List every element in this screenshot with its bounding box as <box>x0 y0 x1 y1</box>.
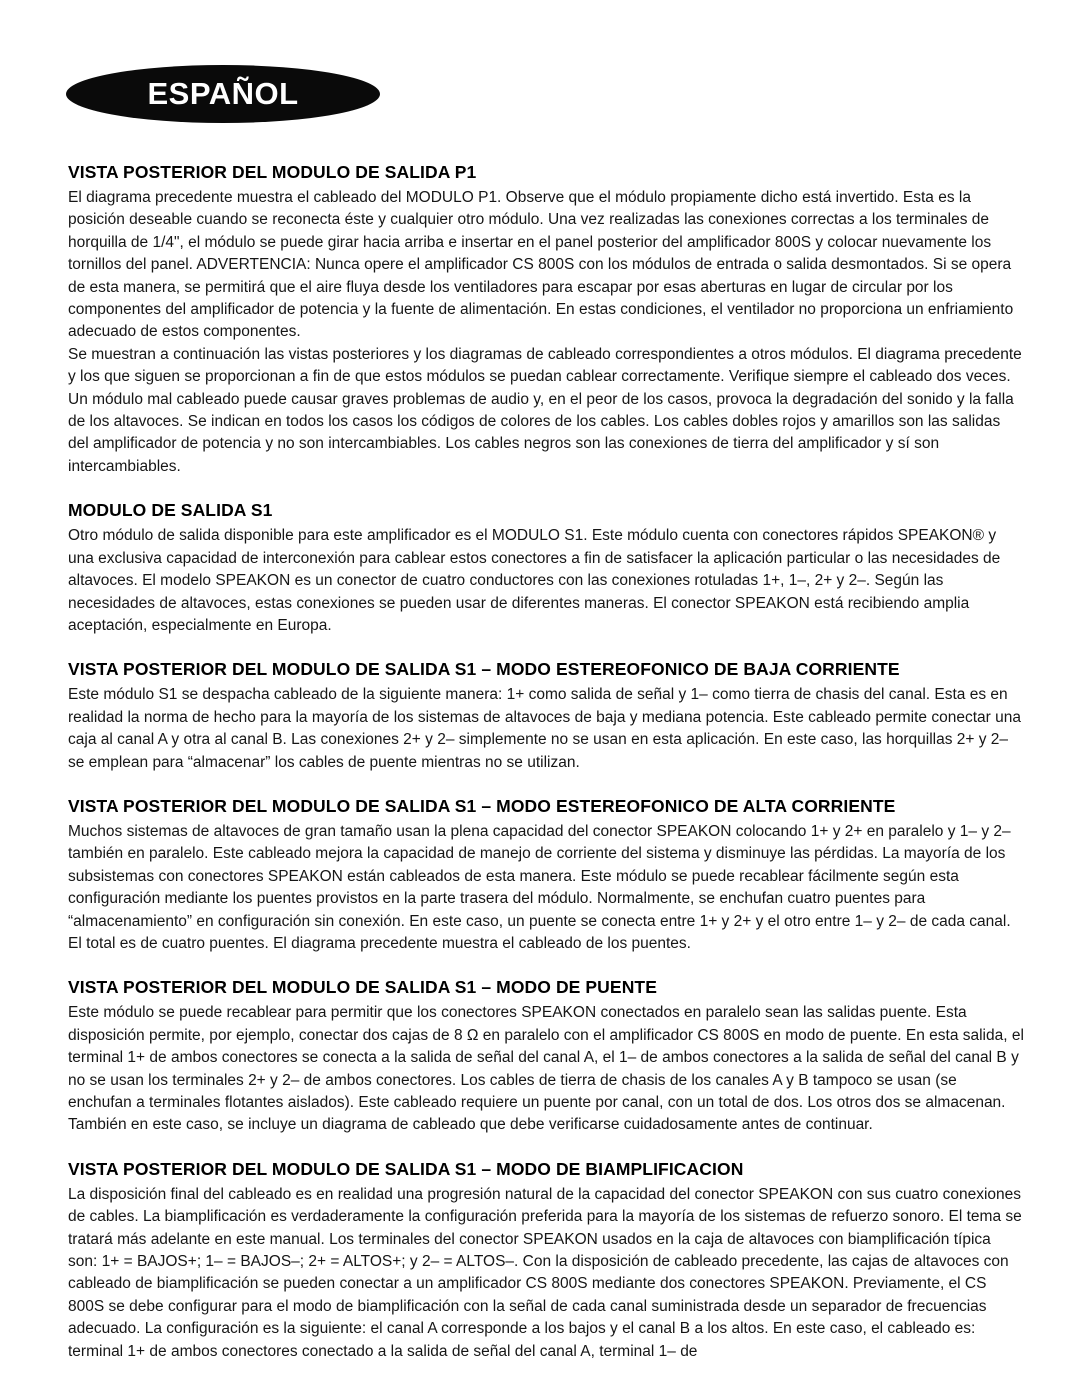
section-vista-posterior-p1 <box>68 160 1024 478</box>
section-heading: MODULO DE SALIDA S1 <box>68 500 273 521</box>
section-s1-alta-corriente <box>68 794 1024 955</box>
section-heading: VISTA POSTERIOR DEL MODULO DE SALIDA S1 – MODO ESTEREOFONICO DE BAJA CORRIENTE <box>68 659 900 680</box>
section-heading: VISTA POSTERIOR DEL MODULO DE SALIDA P1 <box>68 162 477 182</box>
section-s1-modo-biamplificacion <box>68 1157 1024 1363</box>
section-modulo-salida-s1 <box>68 498 1024 637</box>
section-paragraph: Muchos sistemas de altavoces de gran tamaño usan la plena capacidad del conector SPEAKON colocando 1+ y 2+ en paralelo y 1– y 2– también en paralelo. Este cableado mejora la capacidad de manejo de corriente del sistema y disminuye las pérdidas. La mayoría de los subsistemas con conectores SPEAKON están cableados de esta manera. Este módulo se puede recablear fácilmente según esta configuración mediante los puentes provistos en la parte trasera del módulo. Normalmente, se enchufan cuatro puentes para “almacenamiento” en configuración sin conexión. En este caso, un puente se conecta entre 1+ y 2+ y el otro entre 1– y 2– de cada canal. El total es de cuatro puentes. El diagrama precedente muestra el cableado de los puentes. <box>68 822 1011 952</box>
section-heading: VISTA POSTERIOR DEL MODULO DE SALIDA S1 – MODO DE BIAMPLIFICACION <box>68 1158 744 1179</box>
language-badge <box>66 65 380 123</box>
language-badge-label: ESPAÑOL <box>147 75 299 111</box>
section-paragraph: Este módulo se puede recablear para permitir que los conectores SPEAKON conectados en paralelo sean las salidas puente. Esta disposición permite, por ejemplo, conectar dos cajas de 8 Ω en paralelo con el amplificador CS 800S en modo de puente. En esta salida, el terminal 1+ de ambos conectores se conecta a la salida de señal del canal A, el 1– de ambos conectores a la salida de señal del canal B y no se usan los terminales 2+ y 2– de ambos conectores. Los cables de tierra de chasis de los canales A y B tampoco se usan (se enchufan a terminales flotantes aislados). Este cableado requiere un puente por canal, con un total de dos. Los otros dos se almacenan. También en este caso, se incluye un diagrama de cableado que debe verificarse cuidadosamente antes de continuar. <box>68 1004 1024 1134</box>
section-heading: VISTA POSTERIOR DEL MODULO DE SALIDA S1 – MODO DE PUENTE <box>68 977 657 998</box>
section-heading: VISTA POSTERIOR DEL MODULO DE SALIDA S1 – MODO ESTEREOFONICO DE ALTA CORRIENTE <box>68 795 896 816</box>
section-paragraph: El diagrama precedente muestra el cableado del MODULO P1. Observe que el módulo propiamente dicho está invertido. Esta es la posición deseable cuando se reconecta éste y cualquier otro módulo. Una vez realizadas las conexiones correctas a los terminales de horquilla de 1/4", el módulo se puede girar hacia arriba e insertar en el panel posterior del amplificador 800S y colocar nuevamente los tornillos del panel. ADVERTENCIA: Nunca opere el amplificador CS 800S con los módulos de entrada o salida desmontados. Si se opera de esta manera, se permitirá que el aire fluya desde los ventiladores para escapar por esas aberturas en lugar de circular por los componentes del amplificador de potencia y la fuente de alimentación. En estas condiciones, el ventilador no proporciona un enfriamiento adecuado de estos componentes. <box>68 189 1014 341</box>
section-paragraph: Se muestran a continuación las vistas posteriores y los diagramas de cableado correspondientes a otros módulos. El diagrama precedente y los que siguen se proporcionan a fin de que estos módulos se puedan cablear correctamente. Verifique siempre el cableado dos veces. Un módulo mal cableado puede causar graves problemas de audio y, en el peor de los casos, provoca la degradación del sonido y la falla de los altavoces. Se indican en todos los casos los códigos de colores de los cables. Los cables dobles rojos y amarillos son las salidas del amplificador de potencia y no son intercambiables. Los cables negros son las conexiones de tierra del amplificador y sí son intercambiables. <box>68 345 1022 475</box>
section-paragraph: Otro módulo de salida disponible para este amplificador es el MODULO S1. Este módulo cuenta con conectores rápidos SPEAKON® y una exclusiva capacidad de interconexión para cablear estos conectores a fin de satisfacer la aplicación particular o las necesidades de altavoces. El modelo SPEAKON es un conector de cuatro conductores con las conexiones rotuladas 1+, 1–, 2+ y 2–. Según las necesidades de altavoces, estas conexiones se pueden usar de diferentes maneras. El conector SPEAKON está recibiendo amplia aceptación, especialmente en Europa. <box>68 527 1001 634</box>
section-paragraph: Este módulo S1 se despacha cableado de la siguiente manera: 1+ como salida de señal y 1– como tierra de chasis del canal. Esta es en realidad la norma de hecho para la mayoría de los sistemas de altavoces de baja y mediana potencia. Este cableado permite conectar una caja al canal A y otra al canal B. Las conexiones 2+ y 2– simplemente no se usan en esta aplicación. En este caso, las horquillas 2+ y 2– se emplean para “almacenar” los cables de puente mientras no se utilizan. <box>68 686 1021 771</box>
section-s1-baja-corriente <box>68 657 1024 774</box>
document-content <box>68 160 1024 1363</box>
section-paragraph: La disposición final del cableado es en realidad una progresión natural de la capacidad del conector SPEAKON con sus cuatro conexiones de cables. La biamplificación es verdaderamente la configuración preferida para la mayoría de los sistemas de refuerzo sonoro. El tema se tratará más adelante en este manual. Los terminales del conector SPEAKON usados en la caja de altavoces con biamplificación típica son: 1+ = BAJOS+; 1– = BAJOS–; 2+ = ALTOS+; y 2– = ALTOS–. Con la disposición de cableado precedente, las cajas de altavoces con cableado de biamplificación se pueden conectar a un amplificador CS 800S mediante dos conectores SPEAKON. Previamente, el CS 800S se debe configurar para el modo de biamplificación con la señal de cada canal suministrada desde un separador de frecuencias adecuado. La configuración es la siguiente: el canal A corresponde a los bajos y el canal B a los altos. En este caso, el cableado es: terminal 1+ de ambos conectores conectado a la salida de señal del canal A, terminal 1– de <box>68 1185 1022 1360</box>
section-s1-modo-puente <box>68 975 1024 1136</box>
